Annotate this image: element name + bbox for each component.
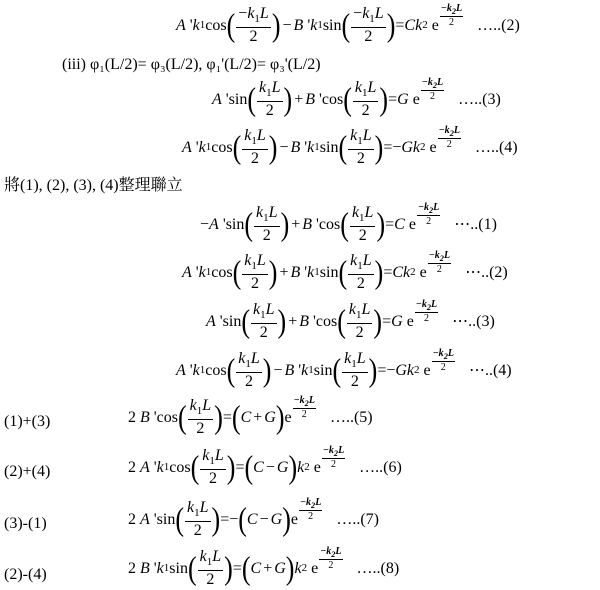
equation-tag: ⋯..(1) — [454, 215, 497, 233]
section-heading: 將(1), (2), (3), (4)整理聯立 — [4, 177, 183, 194]
equation-3-system: A 'sin ( $\frac{k_1L}{2}$ ) + B 'cos ( $\frac{k_1L}{2}$ ) = G e $-k_2L$ 2 ⋯..(3) — [206, 298, 495, 341]
equation-tag: ⋯..(3) — [452, 312, 495, 330]
operation-label: (3)-(1) — [4, 515, 47, 532]
equation-tag: …..(6) — [359, 458, 402, 476]
equation-1-system: − A 'sin ( $\frac{k_1L}{2}$ ) + B 'cos ( $\frac{k_1L}{2}$ ) = C e $-k_2L$ 2 ⋯..(1) — [200, 201, 497, 244]
equation-3-initial: A 'sin ( $\frac{k_1L}{2}$ ) + B 'cos ( $\frac{k_1L}{2}$ ) = G e $-k_2L$ 2 …..(3) — [212, 76, 501, 119]
equation-7: 2 A 'sin ( $\frac{k_1L}{2}$ ) =− ( C − G ) e $-k_2L$ 2 …..(7) — [128, 496, 379, 539]
equation-tag: …..(3) — [458, 90, 501, 108]
equation-tag: …..(5) — [329, 408, 373, 426]
equation-6: 2 A ' k 1 cos ( $\frac{k_1L}{2}$ ) = ( C − G ) k 2 e $-k_2L$ 2 …..(6) — [128, 444, 402, 487]
equation-tag: ⋯..(4) — [468, 361, 512, 379]
equation-8: 2 B ' k 1 sin ( $\frac{k_1L}{2}$ ) = ( C + G ) k 2 e $-k_2L$ 2 …..(8) — [128, 545, 400, 588]
equation-tag: ⋯..(2) — [465, 263, 508, 281]
equation-4-initial: A ' k 1 cos ( $\frac{k_1L}{2}$ ) − B ' k 1 sin ( $\frac{k_1L}{2}$ ) =− Gk 2 e $-k_2L$ 2 …..(4) — [182, 124, 518, 167]
operation-label: (1)+(3) — [4, 413, 51, 430]
equation-tag: …..(7) — [336, 510, 379, 528]
equation-tag: …..(2) — [477, 16, 520, 34]
equation-2-initial: A ' k 1 cos ( $\frac{-k_1L}{2}$ ) − B ' k 1 sin ( $\frac{-k_1L}{2}$ ) = Ck 2 e $-k_2L$ 2 …..(2) — [176, 2, 520, 45]
operation-label: (2)+(4) — [4, 463, 51, 480]
operation-label: (2)-(4) — [4, 566, 47, 583]
equation-tag: …..(8) — [356, 559, 400, 577]
equation-5: 2 B 'cos ( $\frac{k_1L}{2}$ ) = ( C + G ) e $-k_2L$ 2 …..(5) — [128, 394, 373, 437]
equation-tag: …..(4) — [474, 138, 518, 156]
equation-2-system: A ' k 1 cos ( $\frac{k_1L}{2}$ ) + B ' k 1 sin ( $\frac{k_1L}{2}$ ) = Ck 2 e $-k_2L$ 2 ⋯..(2) — [182, 249, 508, 292]
equation-4-system: A ' k 1 cos ( $\frac{k_1L}{2}$ ) − B ' k 1 sin ( $\frac{k_1L}{2}$ ) =− Gk 2 e $-k_2L$ 2 ⋯..(4) — [176, 347, 512, 390]
condition-iii: (iii) φ₁(L/2)= φ₃(L/2), φ₁'(L/2)= φ₃'(L/2) — [62, 56, 321, 73]
